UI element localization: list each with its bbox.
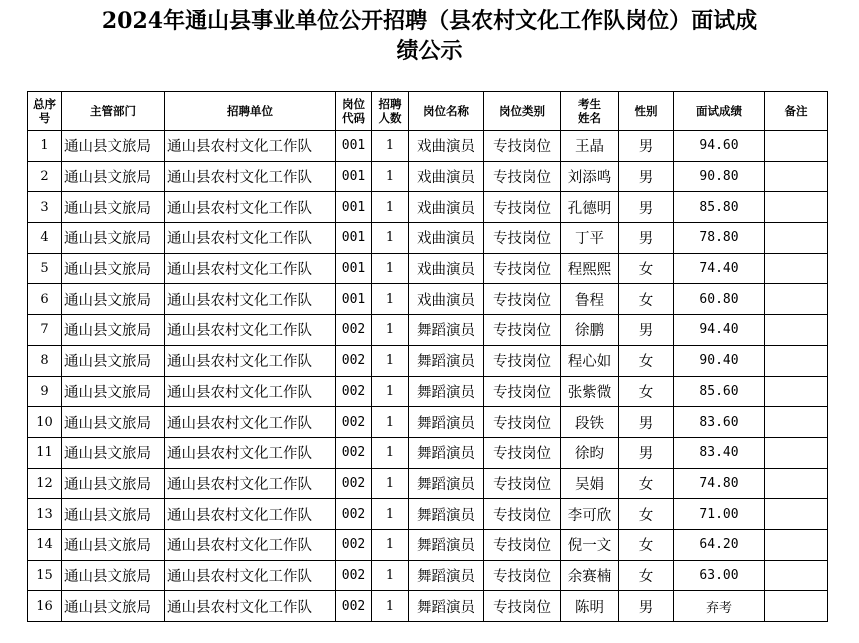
cell-unit: 通山县农村文化工作队 (165, 437, 336, 468)
cell-count: 1 (372, 161, 409, 192)
results-table (27, 91, 828, 622)
header-gender: 性别 (619, 92, 674, 131)
cell-count: 1 (372, 529, 409, 560)
cell-note (765, 223, 828, 254)
cell-name: 吴娟 (561, 468, 619, 499)
cell-code: 002 (336, 407, 372, 438)
table-row (28, 253, 828, 284)
cell-gender: 男 (619, 192, 674, 223)
table-row (28, 161, 828, 192)
cell-post: 舞蹈演员 (409, 345, 484, 376)
cell-dept: 通山县文旅局 (62, 192, 165, 223)
cell-idx: 7 (28, 315, 62, 346)
cell-score: 78.80 (674, 223, 765, 254)
cell-gender: 女 (619, 499, 674, 530)
cell-code: 002 (336, 376, 372, 407)
cell-name: 刘添鸣 (561, 161, 619, 192)
cell-note (765, 529, 828, 560)
cell-code: 001 (336, 161, 372, 192)
cell-score: 85.60 (674, 376, 765, 407)
header-unit: 招聘单位 (165, 92, 336, 131)
cell-unit: 通山县农村文化工作队 (165, 315, 336, 346)
cell-code: 002 (336, 345, 372, 376)
cell-name: 程心如 (561, 345, 619, 376)
cell-score: 弃考 (674, 591, 765, 622)
cell-type: 专技岗位 (484, 253, 561, 284)
title-line-1: 2024年通山县事业单位公开招聘（县农村文化工作队岗位）面试成 (101, 8, 758, 34)
cell-unit: 通山县农村文化工作队 (165, 253, 336, 284)
cell-count: 1 (372, 437, 409, 468)
cell-gender: 男 (619, 131, 674, 162)
cell-idx: 4 (28, 223, 62, 254)
cell-idx: 15 (28, 560, 62, 591)
table-row (28, 131, 828, 162)
cell-count: 1 (372, 591, 409, 622)
cell-code: 002 (336, 529, 372, 560)
cell-name: 孔德明 (561, 192, 619, 223)
cell-type: 专技岗位 (484, 131, 561, 162)
header-type: 岗位类别 (484, 92, 561, 131)
table-row (28, 284, 828, 315)
cell-score: 64.20 (674, 529, 765, 560)
header-note: 备注 (765, 92, 828, 131)
cell-type: 专技岗位 (484, 192, 561, 223)
cell-gender: 女 (619, 529, 674, 560)
table-row (28, 499, 828, 530)
cell-type: 专技岗位 (484, 161, 561, 192)
table-row (28, 560, 828, 591)
cell-post: 舞蹈演员 (409, 560, 484, 591)
cell-note (765, 192, 828, 223)
cell-score: 83.60 (674, 407, 765, 438)
cell-idx: 9 (28, 376, 62, 407)
cell-note (765, 407, 828, 438)
cell-count: 1 (372, 560, 409, 591)
cell-post: 戏曲演员 (409, 131, 484, 162)
cell-type: 专技岗位 (484, 345, 561, 376)
cell-type: 专技岗位 (484, 376, 561, 407)
cell-idx: 16 (28, 591, 62, 622)
title-line-2: 绩公示 (396, 38, 463, 64)
cell-post: 舞蹈演员 (409, 591, 484, 622)
cell-dept: 通山县文旅局 (62, 315, 165, 346)
cell-count: 1 (372, 468, 409, 499)
cell-code: 001 (336, 192, 372, 223)
cell-dept: 通山县文旅局 (62, 437, 165, 468)
cell-dept: 通山县文旅局 (62, 591, 165, 622)
cell-code: 002 (336, 560, 372, 591)
cell-score: 94.60 (674, 131, 765, 162)
cell-type: 专技岗位 (484, 315, 561, 346)
table-row (28, 315, 828, 346)
cell-count: 1 (372, 284, 409, 315)
cell-code: 001 (336, 284, 372, 315)
cell-type: 专技岗位 (484, 499, 561, 530)
cell-note (765, 376, 828, 407)
cell-gender: 女 (619, 468, 674, 499)
cell-idx: 3 (28, 192, 62, 223)
cell-code: 001 (336, 253, 372, 284)
header-score: 面试成绩 (674, 92, 765, 131)
cell-unit: 通山县农村文化工作队 (165, 407, 336, 438)
cell-code: 002 (336, 468, 372, 499)
table-row (28, 223, 828, 254)
cell-type: 专技岗位 (484, 560, 561, 591)
cell-idx: 5 (28, 253, 62, 284)
header-count: 招聘 人数 (372, 92, 409, 131)
cell-dept: 通山县文旅局 (62, 407, 165, 438)
cell-gender: 男 (619, 437, 674, 468)
cell-code: 001 (336, 223, 372, 254)
cell-count: 1 (372, 192, 409, 223)
cell-post: 戏曲演员 (409, 161, 484, 192)
header-idx: 总序 号 (28, 92, 62, 131)
table-row (28, 407, 828, 438)
cell-post: 舞蹈演员 (409, 376, 484, 407)
cell-dept: 通山县文旅局 (62, 529, 165, 560)
cell-note (765, 560, 828, 591)
cell-post: 戏曲演员 (409, 284, 484, 315)
cell-note (765, 468, 828, 499)
cell-dept: 通山县文旅局 (62, 223, 165, 254)
cell-note (765, 499, 828, 530)
cell-gender: 男 (619, 161, 674, 192)
cell-type: 专技岗位 (484, 591, 561, 622)
cell-gender: 女 (619, 284, 674, 315)
cell-score: 83.40 (674, 437, 765, 468)
cell-unit: 通山县农村文化工作队 (165, 284, 336, 315)
cell-note (765, 437, 828, 468)
cell-idx: 12 (28, 468, 62, 499)
cell-gender: 男 (619, 591, 674, 622)
table-row (28, 591, 828, 622)
cell-dept: 通山县文旅局 (62, 499, 165, 530)
cell-name: 程熙熙 (561, 253, 619, 284)
cell-gender: 女 (619, 376, 674, 407)
cell-idx: 13 (28, 499, 62, 530)
cell-type: 专技岗位 (484, 284, 561, 315)
cell-gender: 女 (619, 345, 674, 376)
cell-post: 舞蹈演员 (409, 315, 484, 346)
cell-code: 001 (336, 131, 372, 162)
cell-post: 戏曲演员 (409, 192, 484, 223)
cell-unit: 通山县农村文化工作队 (165, 192, 336, 223)
cell-type: 专技岗位 (484, 223, 561, 254)
cell-count: 1 (372, 499, 409, 530)
cell-dept: 通山县文旅局 (62, 131, 165, 162)
cell-name: 徐昀 (561, 437, 619, 468)
cell-idx: 10 (28, 407, 62, 438)
cell-code: 002 (336, 591, 372, 622)
cell-gender: 男 (619, 407, 674, 438)
cell-type: 专技岗位 (484, 468, 561, 499)
cell-note (765, 591, 828, 622)
cell-post: 戏曲演员 (409, 223, 484, 254)
cell-name: 徐鹏 (561, 315, 619, 346)
cell-name: 陈明 (561, 591, 619, 622)
table-row (28, 376, 828, 407)
header-name: 考生 姓名 (561, 92, 619, 131)
page-title (0, 6, 859, 66)
cell-score: 74.40 (674, 253, 765, 284)
cell-unit: 通山县农村文化工作队 (165, 223, 336, 254)
cell-dept: 通山县文旅局 (62, 468, 165, 499)
cell-post: 舞蹈演员 (409, 529, 484, 560)
cell-note (765, 315, 828, 346)
cell-note (765, 345, 828, 376)
cell-gender: 男 (619, 223, 674, 254)
header-post: 岗位名称 (409, 92, 484, 131)
cell-name: 倪一文 (561, 529, 619, 560)
cell-code: 002 (336, 315, 372, 346)
table-header-row (28, 92, 828, 131)
cell-idx: 8 (28, 345, 62, 376)
table-body (28, 131, 828, 622)
cell-unit: 通山县农村文化工作队 (165, 376, 336, 407)
cell-post: 舞蹈演员 (409, 468, 484, 499)
cell-idx: 14 (28, 529, 62, 560)
cell-count: 1 (372, 315, 409, 346)
cell-post: 舞蹈演员 (409, 407, 484, 438)
table-row (28, 468, 828, 499)
cell-count: 1 (372, 253, 409, 284)
cell-score: 90.40 (674, 345, 765, 376)
cell-dept: 通山县文旅局 (62, 376, 165, 407)
cell-count: 1 (372, 131, 409, 162)
cell-name: 丁平 (561, 223, 619, 254)
cell-name: 王晶 (561, 131, 619, 162)
cell-unit: 通山县农村文化工作队 (165, 468, 336, 499)
table-row (28, 345, 828, 376)
cell-note (765, 253, 828, 284)
cell-gender: 女 (619, 560, 674, 591)
cell-score: 63.00 (674, 560, 765, 591)
cell-name: 段铁 (561, 407, 619, 438)
cell-idx: 11 (28, 437, 62, 468)
cell-dept: 通山县文旅局 (62, 284, 165, 315)
table-row (28, 529, 828, 560)
cell-count: 1 (372, 345, 409, 376)
cell-post: 舞蹈演员 (409, 437, 484, 468)
cell-score: 94.40 (674, 315, 765, 346)
cell-idx: 6 (28, 284, 62, 315)
cell-unit: 通山县农村文化工作队 (165, 560, 336, 591)
cell-unit: 通山县农村文化工作队 (165, 345, 336, 376)
cell-unit: 通山县农村文化工作队 (165, 131, 336, 162)
cell-unit: 通山县农村文化工作队 (165, 529, 336, 560)
table-row (28, 437, 828, 468)
cell-code: 002 (336, 437, 372, 468)
cell-idx: 1 (28, 131, 62, 162)
cell-post: 戏曲演员 (409, 253, 484, 284)
cell-name: 李可欣 (561, 499, 619, 530)
cell-count: 1 (372, 407, 409, 438)
cell-gender: 男 (619, 315, 674, 346)
cell-name: 鲁程 (561, 284, 619, 315)
cell-score: 71.00 (674, 499, 765, 530)
cell-idx: 2 (28, 161, 62, 192)
cell-note (765, 131, 828, 162)
cell-type: 专技岗位 (484, 407, 561, 438)
cell-note (765, 161, 828, 192)
table-row (28, 192, 828, 223)
header-dept: 主管部门 (62, 92, 165, 131)
cell-dept: 通山县文旅局 (62, 253, 165, 284)
cell-score: 85.80 (674, 192, 765, 223)
header-code: 岗位 代码 (336, 92, 372, 131)
cell-name: 张紫微 (561, 376, 619, 407)
cell-count: 1 (372, 376, 409, 407)
cell-post: 舞蹈演员 (409, 499, 484, 530)
cell-score: 60.80 (674, 284, 765, 315)
cell-note (765, 284, 828, 315)
cell-score: 74.80 (674, 468, 765, 499)
cell-count: 1 (372, 223, 409, 254)
cell-type: 专技岗位 (484, 437, 561, 468)
cell-gender: 女 (619, 253, 674, 284)
cell-dept: 通山县文旅局 (62, 560, 165, 591)
cell-unit: 通山县农村文化工作队 (165, 161, 336, 192)
cell-unit: 通山县农村文化工作队 (165, 499, 336, 530)
cell-dept: 通山县文旅局 (62, 345, 165, 376)
cell-code: 002 (336, 499, 372, 530)
cell-dept: 通山县文旅局 (62, 161, 165, 192)
cell-unit: 通山县农村文化工作队 (165, 591, 336, 622)
cell-name: 余赛楠 (561, 560, 619, 591)
cell-score: 90.80 (674, 161, 765, 192)
cell-type: 专技岗位 (484, 529, 561, 560)
